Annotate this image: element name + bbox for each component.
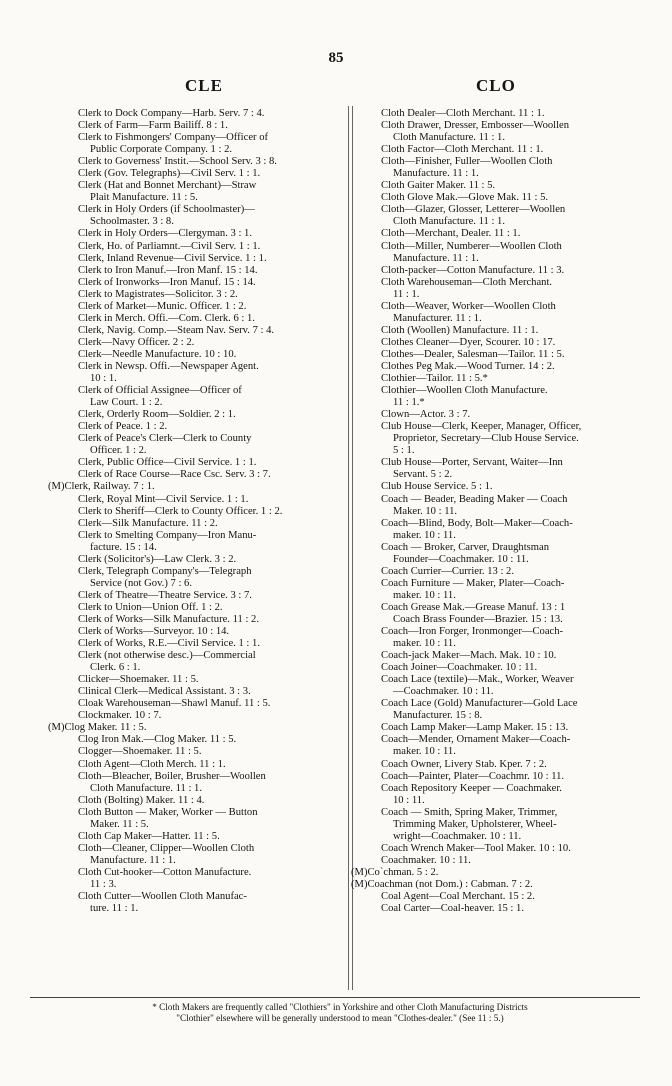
index-line: 11 : 1.: [393, 288, 420, 300]
index-line: Clerk of Peace's Clerk—Clerk to County: [78, 433, 252, 445]
column-divider: [348, 106, 353, 990]
footnote-line: * Cloth Makers are frequently called "Clothiers" in Yorkshire and other Cloth Manufacturing Districts: [152, 1002, 528, 1012]
index-line: Cloth—Bleacher, Boiler, Brusher—Woollen: [78, 770, 266, 782]
index-line: Schoolmaster. 3 : 8.: [90, 216, 174, 228]
index-line: (M)Clog Maker. 11 : 5.: [48, 722, 147, 734]
index-line: Maker. 10 : 11.: [393, 505, 458, 517]
index-line: Clerk. 6 : 1.: [90, 662, 141, 674]
index-line: Cloth-packer—Cotton Manufacture. 11 : 3.: [381, 264, 565, 276]
footnote: [20, 1002, 660, 1024]
index-line: Clerk, Public Office—Civil Service. 1 : 1.: [78, 457, 257, 469]
index-line: —Coachmaker. 10 : 11.: [393, 686, 494, 698]
index-line: Founder—Coachmaker. 10 : 11.: [393, 553, 529, 565]
index-line: Cloth—Finisher, Fuller—Woollen Cloth: [381, 156, 553, 168]
index-line: Law Court. 1 : 2.: [90, 397, 163, 409]
index-line: Servant. 5 : 2.: [393, 469, 453, 481]
index-line: Clerk, Royal Mint—Civil Service. 1 : 1.: [78, 493, 249, 505]
index-line: Clerk to Union—Union Off. 1 : 2.: [78, 601, 223, 613]
index-line: facture. 15 : 14.: [90, 541, 157, 553]
left-heading: CLE: [185, 76, 223, 95]
index-line: Clerk of Ironworks—Iron Manuf. 15 : 14.: [78, 276, 256, 288]
index-line: Coach Grease Mak.—Grease Manuf. 13 : 1: [381, 601, 566, 613]
index-line: Coach Lamp Maker—Lamp Maker. 15 : 13.: [381, 722, 569, 734]
index-line: (M)Clerk, Railway. 7 : 1.: [48, 481, 155, 493]
index-line: Clinical Clerk—Medical Assistant. 3 : 3.: [78, 686, 251, 698]
index-line: Clogger—Shoemaker. 11 : 5.: [78, 746, 202, 758]
index-line: Manufacturer. 11 : 1.: [393, 312, 482, 324]
index-line: Coach—Blind, Body, Bolt—Maker—Coach-: [381, 517, 573, 529]
index-line: Coach — Broker, Carver, Draughtsman: [381, 541, 550, 553]
index-line: maker. 10 : 11.: [393, 746, 456, 758]
index-line: Clerk of Farm—Farm Bailiff. 8 : 1.: [78, 120, 228, 132]
index-line: Clerk, Inland Revenue—Civil Service. 1 : 1.: [78, 252, 267, 264]
index-line: Coach Furniture — Maker, Plater—Coach-: [381, 577, 565, 589]
index-line: Coach — Beader, Beading Maker — Coach: [381, 493, 568, 505]
index-line: Cloth Manufacture. 11 : 1.: [393, 132, 505, 144]
index-line: Clerk of Theatre—Theatre Service. 3 : 7.: [78, 589, 252, 601]
index-line: Club House—Clerk, Keeper, Manager, Officer,: [381, 421, 582, 433]
index-line: Clerk in Holy Orders (if Schoolmaster)—: [78, 204, 255, 216]
index-line: Proprietor, Secretary—Club House Service.: [393, 433, 579, 445]
index-line: Clerk to Dock Company—Harb. Serv. 7 : 4.: [78, 108, 265, 119]
right-column: [351, 108, 639, 915]
index-line: Clerk, Navig. Comp.—Steam Nav. Serv. 7 : 4.: [78, 324, 275, 336]
index-line: Clerk, Telegraph Company's—Telegraph: [78, 565, 252, 577]
index-line: Cloth—Glazer, Glosser, Letterer—Woollen: [381, 204, 566, 216]
index-line: Coal Carter—Coal-heaver. 15 : 1.: [381, 903, 524, 915]
index-line: 11 : 3.: [90, 879, 117, 890]
index-line: Cloth Drawer, Dresser, Embosser—Woollen: [381, 120, 570, 132]
footnote-rule: [30, 997, 640, 998]
index-line: Cloth—Miller, Numberer—Woollen Cloth: [381, 240, 562, 252]
index-line: Clerk (not otherwise desc.)—Commercial: [78, 650, 256, 662]
index-line: 10 : 11.: [393, 794, 425, 806]
index-line: Manufacture. 11 : 1.: [393, 252, 479, 264]
index-line: Clerk of Peace. 1 : 2.: [78, 421, 168, 433]
index-line: Clothier—Tailor. 11 : 5.*: [381, 373, 488, 385]
index-line: ture. 11 : 1.: [90, 903, 139, 915]
page-number: 85: [328, 50, 344, 66]
index-line: Coach Currier—Currier. 13 : 2.: [381, 565, 514, 577]
index-line: Clerk, Ho. of Parliamnt.—Civil Serv. 1 : 1.: [78, 240, 261, 252]
index-line: Coach Wrench Maker—Tool Maker. 10 : 10.: [381, 842, 571, 854]
index-line: Clerk to Fishmongers' Company—Officer of: [78, 132, 269, 144]
index-line: Cloth Manufacture. 11 : 1.: [393, 216, 505, 228]
index-line: 5 : 1.: [393, 445, 415, 457]
index-line: Clerk to Smelting Company—Iron Manu-: [78, 529, 257, 541]
index-line: Cloth Gaiter Maker. 11 : 5.: [381, 180, 496, 192]
index-line: Clerk to Sheriff—Clerk to County Officer. 1 : 2.: [78, 505, 283, 517]
index-line: Clerk in Newsp. Offi.—Newspaper Agent.: [78, 360, 259, 372]
index-line: Clerk to Magistrates—Solicitor. 3 : 2.: [78, 288, 238, 300]
index-line: (M)Coachman (not Dom.) : Cabman. 7 : 2.: [351, 879, 533, 890]
index-line: Clerk of Works—Surveyor. 10 : 14.: [78, 626, 230, 638]
index-line: Coach—Painter, Plater—Coachmr. 10 : 11.: [381, 770, 565, 782]
index-line: Cloth Factor—Cloth Merchant. 11 : 1.: [381, 144, 544, 156]
index-line: Clerk to Iron Manuf.—Iron Manf. 15 : 14.: [78, 264, 258, 276]
index-line: Clerk—Needle Manufacture. 10 : 10.: [78, 348, 237, 360]
index-line: Cloth (Woollen) Manufacture. 11 : 1.: [381, 324, 539, 336]
index-line: Clerk to Governess' Instit.—School Serv. 3 : 8.: [78, 156, 277, 168]
index-line: Cloth Cut-hooker—Cotton Manufacture.: [78, 866, 252, 878]
index-line: Coach Joiner—Coachmaker. 10 : 11.: [381, 662, 538, 674]
index-line: Cloth Glove Mak.—Glove Mak. 11 : 5.: [381, 192, 549, 204]
index-line: Clerk in Merch. Offi.—Com. Clerk. 6 : 1.: [78, 312, 255, 324]
index-line: Clog Iron Mak.—Clog Maker. 11 : 5.: [78, 734, 237, 746]
index-line: Cloth—Merchant, Dealer. 11 : 1.: [381, 228, 521, 240]
index-line: Cloth—Weaver, Worker—Woollen Cloth: [381, 300, 556, 312]
index-line: Cloak Warehouseman—Shawl Manuf. 11 : 5.: [78, 698, 271, 710]
index-line: Club House Service. 5 : 1.: [381, 481, 493, 493]
index-line: Clerk (Solicitor's)—Law Clerk. 3 : 2.: [78, 553, 237, 565]
index-line: Clerk (Gov. Telegraphs)—Civil Serv. 1 : 1.: [78, 168, 261, 180]
index-line: Club House—Porter, Servant, Waiter—Inn: [381, 457, 563, 469]
index-line: Coachmaker. 10 : 11.: [381, 854, 471, 866]
index-line: Clerk of Works, R.E.—Civil Service. 1 : 1.: [78, 638, 260, 650]
right-heading: CLO: [476, 76, 516, 95]
index-line: Service (not Gov.) 7 : 6.: [90, 577, 192, 589]
left-column: [48, 108, 340, 915]
index-line: Manufacture. 11 : 1.: [90, 854, 176, 866]
index-line: Coach Brass Founder—Brazier. 15 : 13.: [393, 613, 563, 625]
index-line: Coach—Mender, Ornament Maker—Coach-: [381, 734, 571, 746]
index-line: Clerk of Race Course—Race Csc. Serv. 3 : 7.: [78, 469, 271, 481]
index-line: Clothier—Woollen Cloth Manufacture.: [381, 385, 548, 397]
index-line: Clothes—Dealer, Salesman—Tailor. 11 : 5.: [381, 348, 565, 360]
index-line: Plait Manufacture. 11 : 5.: [90, 192, 198, 204]
index-line: Coach Owner, Livery Stab. Kper. 7 : 2.: [381, 758, 547, 770]
index-line: Coach Lace (Gold) Manufacturer—Gold Lace: [381, 698, 578, 710]
index-line: Public Corporate Company. 1 : 2.: [90, 144, 233, 156]
index-line: Coach Repository Keeper — Coachmaker.: [381, 782, 562, 794]
index-line: Clerk—Silk Manufacture. 11 : 2.: [78, 517, 218, 529]
footnote-line: "Clothier" elsewhere will be generally understood to mean "Clothes-dealer." (See 11 : 5.): [176, 1013, 504, 1023]
index-line: Cloth Manufacture. 11 : 1.: [90, 782, 202, 794]
index-line: Cloth (Bolting) Maker. 11 : 4.: [78, 794, 205, 806]
index-line: Clerk of Market—Munic. Officer. 1 : 2.: [78, 300, 247, 312]
index-line: wright—Coachmaker. 10 : 11.: [393, 830, 522, 842]
index-line: Coal Agent—Coal Merchant. 15 : 2.: [381, 891, 535, 903]
index-line: Clerk of Works—Silk Manufacture. 11 : 2.: [78, 613, 259, 625]
index-line: maker. 10 : 11.: [393, 638, 456, 650]
index-line: Manufacture. 11 : 1.: [393, 168, 479, 180]
index-line: 11 : 1.*: [393, 397, 425, 409]
index-line: maker. 10 : 11.: [393, 589, 456, 601]
index-line: Clerk (Hat and Bonnet Merchant)—Straw: [78, 180, 257, 192]
index-line: Manufacturer. 15 : 8.: [393, 710, 483, 722]
index-line: Officer. 1 : 2.: [90, 445, 147, 457]
index-line: Cloth Cutter—Woollen Cloth Manufac-: [78, 891, 247, 903]
index-line: Coach Lace (textile)—Mak., Worker, Weaver: [381, 674, 574, 686]
index-line: (M)Co`chman. 5 : 2.: [351, 866, 439, 878]
index-line: Clerk—Navy Officer. 2 : 2.: [78, 336, 195, 348]
index-line: Clicker—Shoemaker. 11 : 5.: [78, 674, 199, 686]
index-line: Clerk in Holy Orders—Clergyman. 3 : 1.: [78, 228, 252, 240]
index-line: Cloth Button — Maker, Worker — Button: [78, 806, 258, 818]
index-line: Clerk of Official Assignee—Officer of: [78, 385, 242, 397]
index-line: Coach-jack Maker—Mach. Mak. 10 : 10.: [381, 650, 557, 662]
index-line: Clown—Actor. 3 : 7.: [381, 409, 471, 421]
index-line: Clerk, Orderly Room—Soldier. 2 : 1.: [78, 409, 236, 421]
index-line: Cloth Agent—Cloth Merch. 11 : 1.: [78, 758, 226, 770]
index-line: maker. 10 : 11.: [393, 529, 456, 541]
index-line: Trimming Maker, Upholsterer, Wheel-: [393, 818, 557, 830]
index-line: Coach — Smith, Spring Maker, Trimmer,: [381, 806, 558, 818]
index-line: Clothes Cleaner—Dyer, Scourer. 10 : 17.: [381, 336, 556, 348]
index-line: Cloth Cap Maker—Hatter. 11 : 5.: [78, 830, 220, 842]
index-line: Cloth—Cleaner, Clipper—Woollen Cloth: [78, 842, 255, 854]
index-line: Cloth Warehouseman—Cloth Merchant.: [381, 276, 553, 288]
index-line: Coach—Iron Forger, Ironmonger—Coach-: [381, 626, 564, 638]
index-line: Clothes Peg Mak.—Wood Turner. 14 : 2.: [381, 360, 555, 372]
index-line: Cloth Dealer—Cloth Merchant. 11 : 1.: [381, 108, 545, 119]
index-line: Clockmaker. 10 : 7.: [78, 710, 162, 722]
index-line: Maker. 11 : 5.: [90, 818, 149, 830]
index-line: 10 : 1.: [90, 373, 117, 385]
